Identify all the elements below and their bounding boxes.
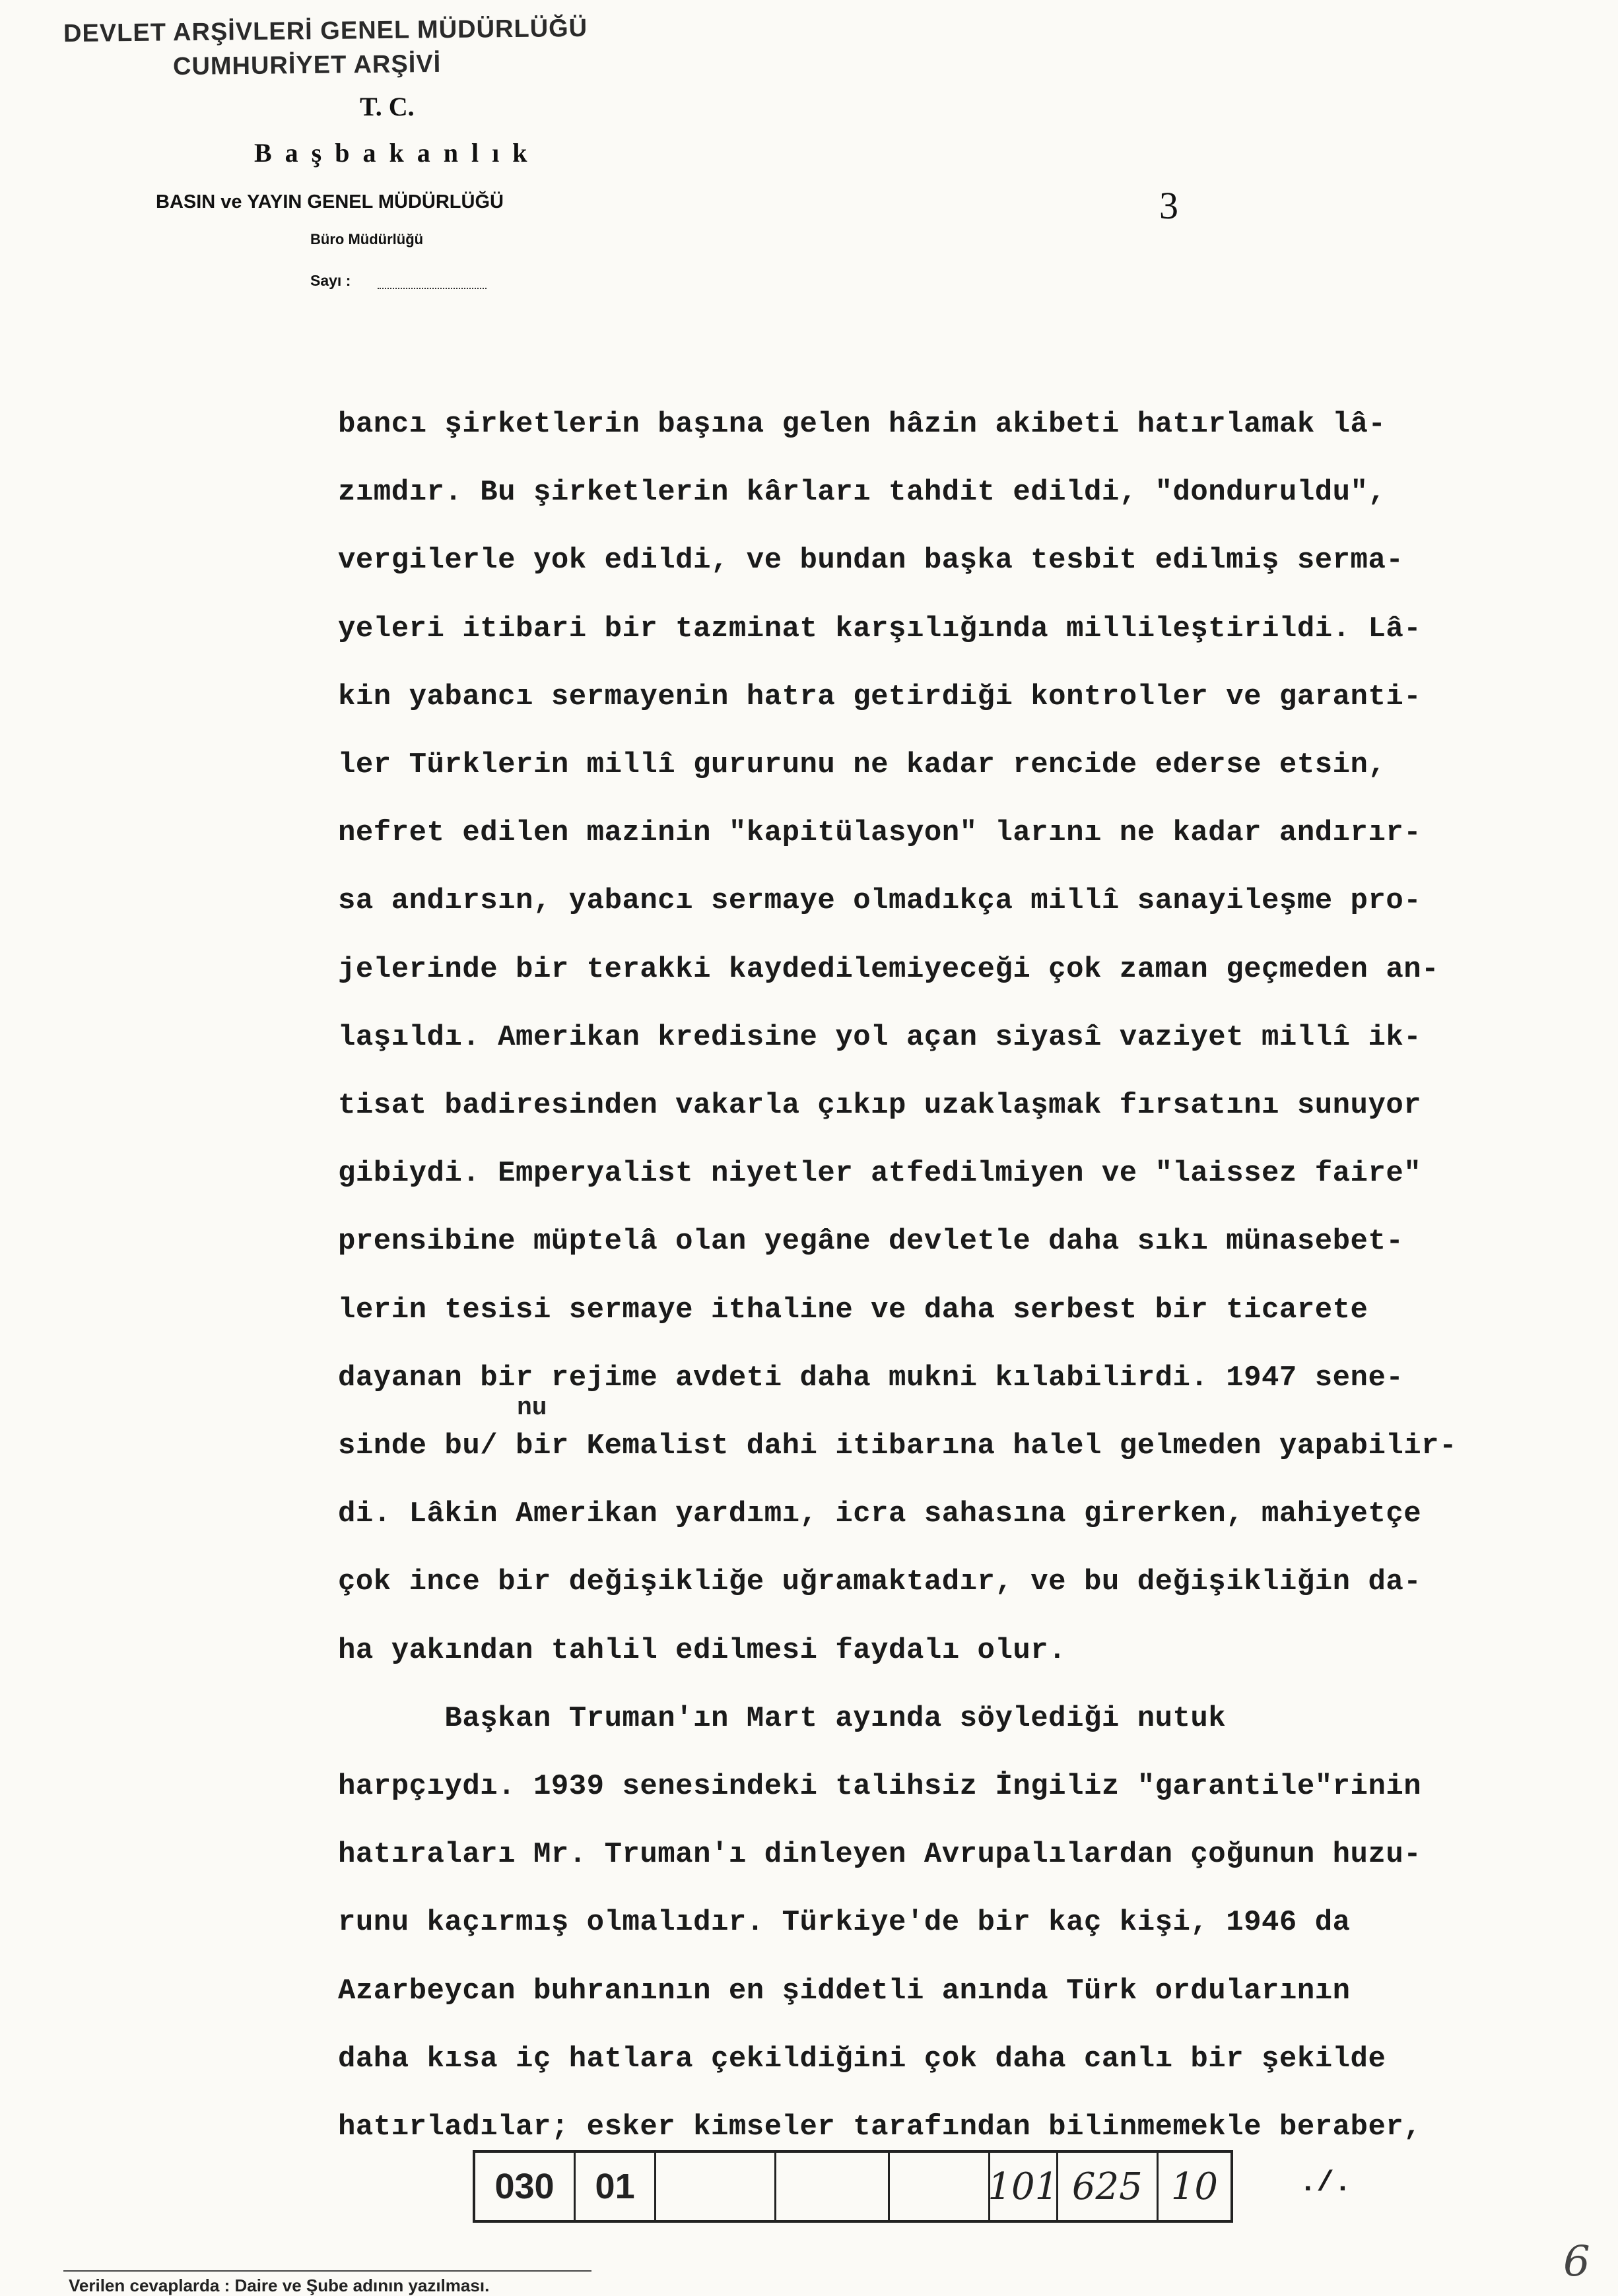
handwritten-page-number: 6 bbox=[1563, 2237, 1590, 2286]
body-line: yeleri itibari bir tazminat karşılığında millileştirildi. Lâ- bbox=[338, 612, 1422, 645]
body-line: dayanan bir rejime avdeti daha mukni kılabilirdi. 1947 sene- bbox=[338, 1361, 1404, 1394]
body-line: gibiydi. Emperyalist niyetler atfedilmiyen ve "laissez faire" bbox=[338, 1157, 1422, 1191]
letterhead-ministry: Başbakanlık bbox=[254, 138, 541, 168]
footer-note: Verilen cevaplarda : Daire ve Şube adının yazılması. bbox=[69, 2276, 490, 2295]
file-code-cell: 10 bbox=[1170, 2165, 1219, 2208]
file-code-cell: 030 bbox=[475, 2153, 576, 2220]
body-line: jelerinde bir terakki kaydedilemiyeceği çok zaman geçmeden an- bbox=[338, 952, 1440, 986]
number-field-line bbox=[378, 288, 487, 289]
archive-stamp-line2: CUMHURİYET ARŞİVİ bbox=[172, 49, 442, 81]
continuation-mark: ./. bbox=[1299, 2167, 1352, 2200]
body-line: harpçıydı. 1939 senesindeki talihsiz İngiliz "garantile"rinin bbox=[338, 1770, 1422, 1803]
body-line: Başkan Truman'ın Mart ayında söylediği nutuk bbox=[338, 1701, 1227, 1735]
body-line: zımdır. Bu şirketlerin kârları tahdit edildi, "donduruldu", bbox=[338, 476, 1386, 509]
body-line: di. Lâkin Amerikan yardımı, icra sahasına girerken, mahiyetçe bbox=[338, 1497, 1422, 1531]
body-line: laşıldı. Amerikan kredisine yol açan siyasî vaziyet millî ik- bbox=[338, 1020, 1422, 1054]
archive-stamp-line1: DEVLET ARŞİVLERİ GENEL MÜDÜRLÜĞÜ bbox=[63, 14, 588, 48]
body-line: nefret edilen mazinin "kapitülasyon" larını ne kadar andırır- bbox=[338, 816, 1422, 850]
body-line: sa andırsın, yabancı sermaye olmadıkça millî sanayileşme pro- bbox=[338, 884, 1422, 918]
body-line: Azarbeycan buhranının en şiddetli anında Türk ordularının bbox=[338, 1974, 1351, 2008]
letterhead-tc: T. C. bbox=[360, 92, 415, 121]
body-line: runu kaçırmış olmalıdır. Türkiye'de bir kaç kişi, 1946 da bbox=[338, 1906, 1351, 1940]
body-line: hatırladılar; esker kimseler tarafından bilinmemekle beraber, bbox=[338, 2111, 1422, 2144]
letterhead-number-label: Sayı : bbox=[310, 272, 351, 289]
file-code-cell: 01 bbox=[576, 2153, 656, 2220]
page-number: 3 bbox=[1159, 184, 1178, 227]
body-line: lerin tesisi sermaye ithaline ve daha serbest bir ticarete bbox=[338, 1293, 1368, 1327]
body-line: ler Türklerin millî gururunu ne kadar rencide ederse etsin, bbox=[338, 748, 1386, 781]
file-code-box bbox=[473, 2150, 1233, 2223]
body-line: bancı şirketlerin başına gelen hâzin akibeti hatırlamak lâ- bbox=[338, 408, 1386, 441]
file-code-cell bbox=[776, 2153, 890, 2220]
letterhead-office: Büro Müdürlüğü bbox=[310, 231, 424, 247]
body-line: daha kısa iç hatlara çekildiğini çok daha canlı bir şekilde bbox=[338, 2042, 1386, 2076]
footer-rule bbox=[63, 2270, 591, 2272]
file-code-cell bbox=[890, 2153, 990, 2220]
body-line: tisat badiresinden vakarla çıkıp uzaklaşmak fırsatını sunuyor bbox=[338, 1089, 1422, 1122]
file-code-cell bbox=[656, 2153, 776, 2220]
body-line: hatıraları Mr. Truman'ı dinleyen Avrupalılardan çoğunun huzu- bbox=[338, 1838, 1422, 1872]
body-line: vergilerle yok edildi, ve bundan başka tesbit edilmiş serma- bbox=[338, 544, 1404, 577]
interlinear-insert: nu bbox=[517, 1394, 547, 1422]
body-line: ha yakından tahlil edilmesi faydalı olur. bbox=[338, 1633, 1067, 1667]
file-code-cell: 101 bbox=[990, 2153, 1058, 2220]
body-line: sinde bu/ bir Kemalist dahi itibarına halel gelmeden yapabilir- bbox=[338, 1429, 1457, 1462]
letterhead-directorate: BASIN ve YAYIN GENEL MÜDÜRLÜĞÜ bbox=[156, 191, 504, 213]
body-line: prensibine müptelâ olan yegâne devletle daha sıkı münasebet- bbox=[338, 1225, 1404, 1259]
file-code-cell: 625 bbox=[1058, 2153, 1159, 2220]
body-line: kin yabancı sermayenin hatra getirdiği kontroller ve garanti- bbox=[338, 680, 1422, 713]
body-line: çok ince bir değişikliğe uğramaktadır, ve bu değişikliğin da- bbox=[338, 1565, 1422, 1599]
